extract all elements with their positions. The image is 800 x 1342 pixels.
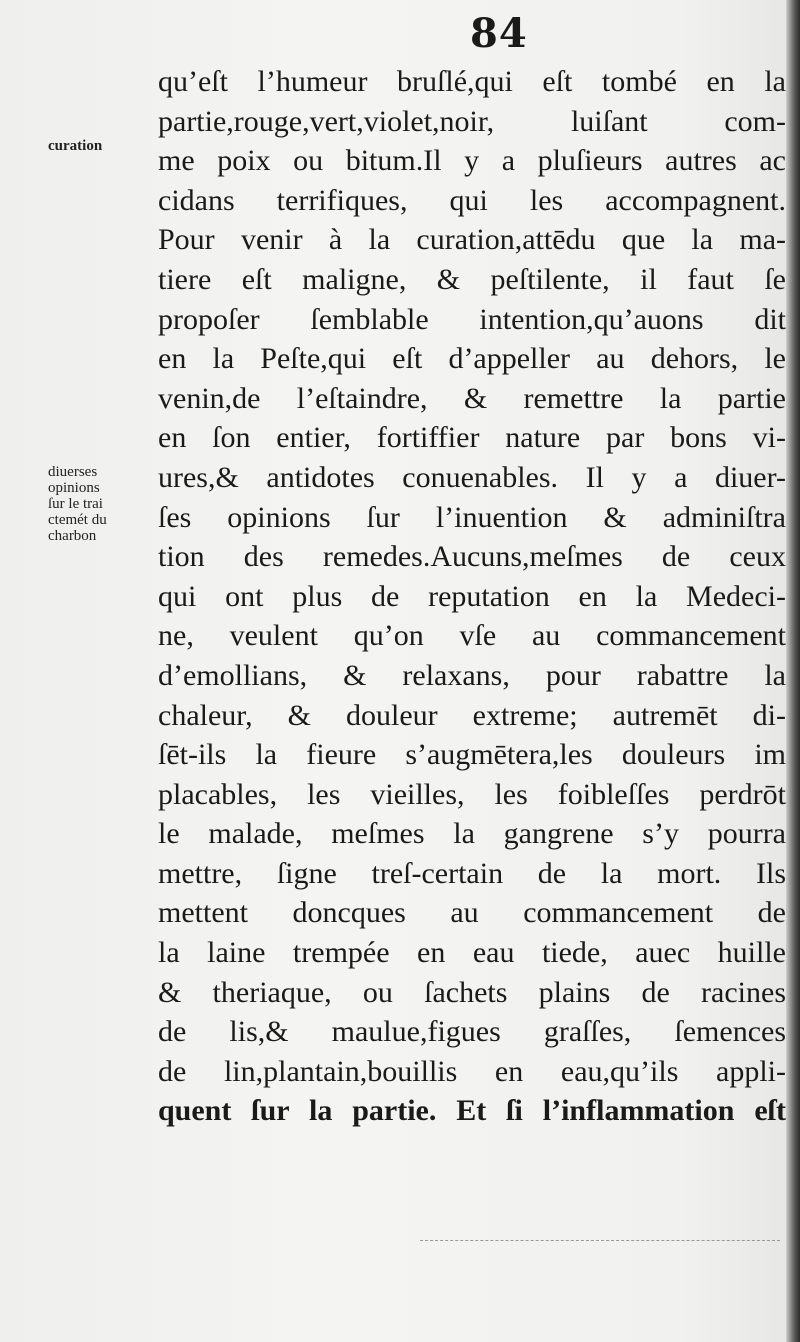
text-line: ſēt-ils la fieure s’augmētera,les douleurs im	[158, 738, 786, 772]
margin-note-line: diuerses	[48, 464, 98, 480]
text-line: chaleur, & douleur extreme; autremēt di-	[158, 698, 786, 732]
text-line: ſes opinions ſur l’inuention & adminiſtra	[158, 500, 786, 534]
text-line: le malade, meſmes la gangrene s’y pourra	[158, 817, 786, 851]
margin-note-line: opinions	[48, 480, 100, 496]
text-line: de lin,plantain,bouillis en eau,qu’ils appli-	[158, 1054, 786, 1088]
text-line: me poix ou bitum.Il y a pluſieurs autres ac	[158, 144, 786, 178]
margin-note-curation: curation	[48, 138, 103, 154]
text-line: placables, les vieilles, les foibleſſes perdrōt	[158, 777, 786, 811]
page-number: 84	[470, 10, 528, 57]
margin-note-line: ſur le trai	[48, 496, 103, 512]
text-line: en la Peſte,qui eſt d’appeller au dehors, le	[158, 342, 786, 376]
text-line: de lis,& maulue,figues graſſes, ſemences	[158, 1015, 786, 1049]
text-line: mettre, ſigne treſ-certain de la mort. Ils	[158, 856, 786, 890]
text-line: & theriaque, ou ſachets plains de racines	[158, 975, 786, 1009]
text-line: la laine trempée en eau tiede, auec huille	[158, 936, 786, 970]
text-line: propoſer ſemblable intention,qu’auons dit	[158, 302, 786, 336]
margin-note-line: charbon	[48, 528, 97, 544]
text-line: d’emollians, & relaxans, pour rabattre la	[158, 658, 786, 692]
text-line: tion des remedes.Aucuns,meſmes de ceux	[158, 540, 786, 574]
text-line: Pour venir à la curation,attēdu que la ma-	[158, 223, 786, 257]
text-line: partie,rouge,vert,violet,noir, luiſant com-	[158, 104, 786, 138]
bottom-rule	[420, 1240, 780, 1241]
text-line: ne, veulent qu’on vſe au commancement	[158, 619, 786, 653]
text-line: venin,de l’eſtaindre, & remettre la partie	[158, 381, 786, 415]
page-edge-shadow	[786, 0, 800, 1342]
text-line: mettent doncques au commancement de	[158, 896, 786, 930]
body-text	[158, 62, 786, 1131]
text-line: tiere eſt maligne, & peſtilente, il faut ſe	[158, 262, 786, 296]
text-line: ures,& antidotes conuenables. Il y a diuer-	[158, 460, 786, 494]
text-line: quent ſur la partie. Et ſi l’inflammation eſt	[158, 1094, 786, 1128]
text-line: cidans terrifiques, qui les accompagnent.	[158, 183, 786, 217]
text-line: qu’eſt l’humeur bruſlé,qui eſt tombé en la	[158, 65, 786, 98]
text-line: en ſon entier, fortiffier nature par bons vi-	[158, 421, 786, 455]
text-line: qui ont plus de reputation en la Medeci-	[158, 579, 786, 613]
margin-note-line: ctemét du	[48, 512, 107, 528]
margin-note-diverse-opinions	[48, 464, 156, 544]
